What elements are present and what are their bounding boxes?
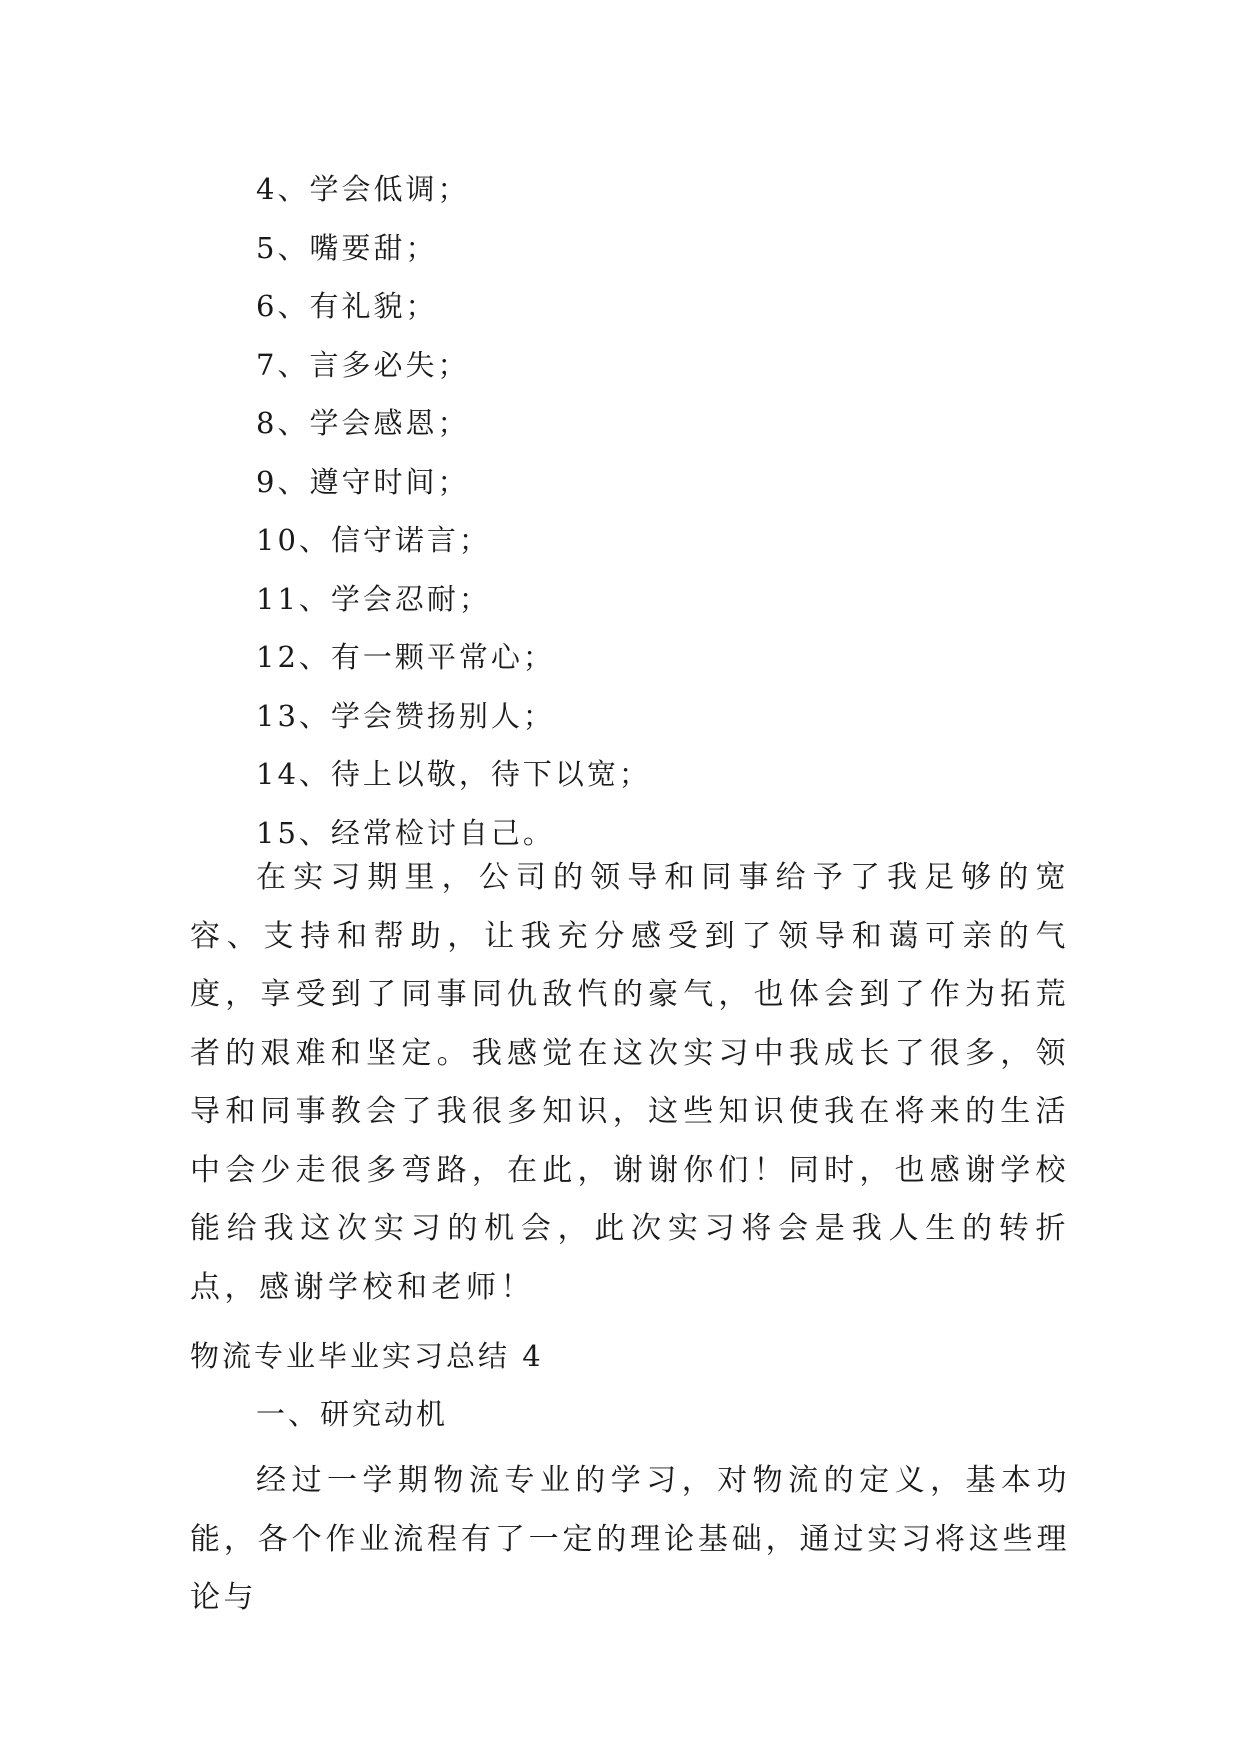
motivation-paragraph: 经过一学期物流专业的学习，对物流的定义，基本功能，各个作业流程有了一定的理论基础，通过实习将这些理论与 bbox=[190, 1463, 1070, 1615]
list-item: 8、学会感恩； bbox=[256, 406, 470, 440]
list-item: 9、遵守时间； bbox=[256, 464, 470, 499]
list-item: 14、待上以敬，待下以宽； bbox=[256, 757, 651, 791]
list-item: 5、嘴要甜； bbox=[256, 230, 438, 265]
subsection-title: 一、研究动机 bbox=[256, 1397, 449, 1431]
thanks-paragraph: 在实习期里，公司的领导和同事给予了我足够的宽容、支持和帮助，让我充分感受到了领导和蔼可亲的气度，享受到了同事同仇敌忾的豪气，也体会到了作为拓荒者的艰难和坚定。我感觉在这次实习中我成长了很多，领导和同事教会了我很多知识，这些知识使我在将来的生活中会少走很多弯路，在此，谢谢你们！同时，也感谢学校能给我这次实习的机会，此次实习将会是我人生的转折点，感谢学校和老师！ bbox=[190, 860, 1070, 1305]
list-item: 11、学会忍耐； bbox=[256, 581, 491, 616]
list-item: 13、学会赞扬别人； bbox=[256, 698, 555, 733]
list-item: 7、言多必失； bbox=[256, 347, 470, 382]
list-item: 15、经常检讨自己。 bbox=[256, 815, 555, 850]
list-item: 4、学会低调； bbox=[256, 172, 470, 206]
tips-list bbox=[256, 160, 651, 862]
list-item: 10、信守诺言； bbox=[256, 523, 491, 557]
section-title: 物流专业毕业实习总结 4 bbox=[190, 1339, 544, 1373]
list-item: 6、有礼貌； bbox=[256, 289, 438, 323]
list-item: 12、有一颗平常心； bbox=[256, 640, 555, 674]
